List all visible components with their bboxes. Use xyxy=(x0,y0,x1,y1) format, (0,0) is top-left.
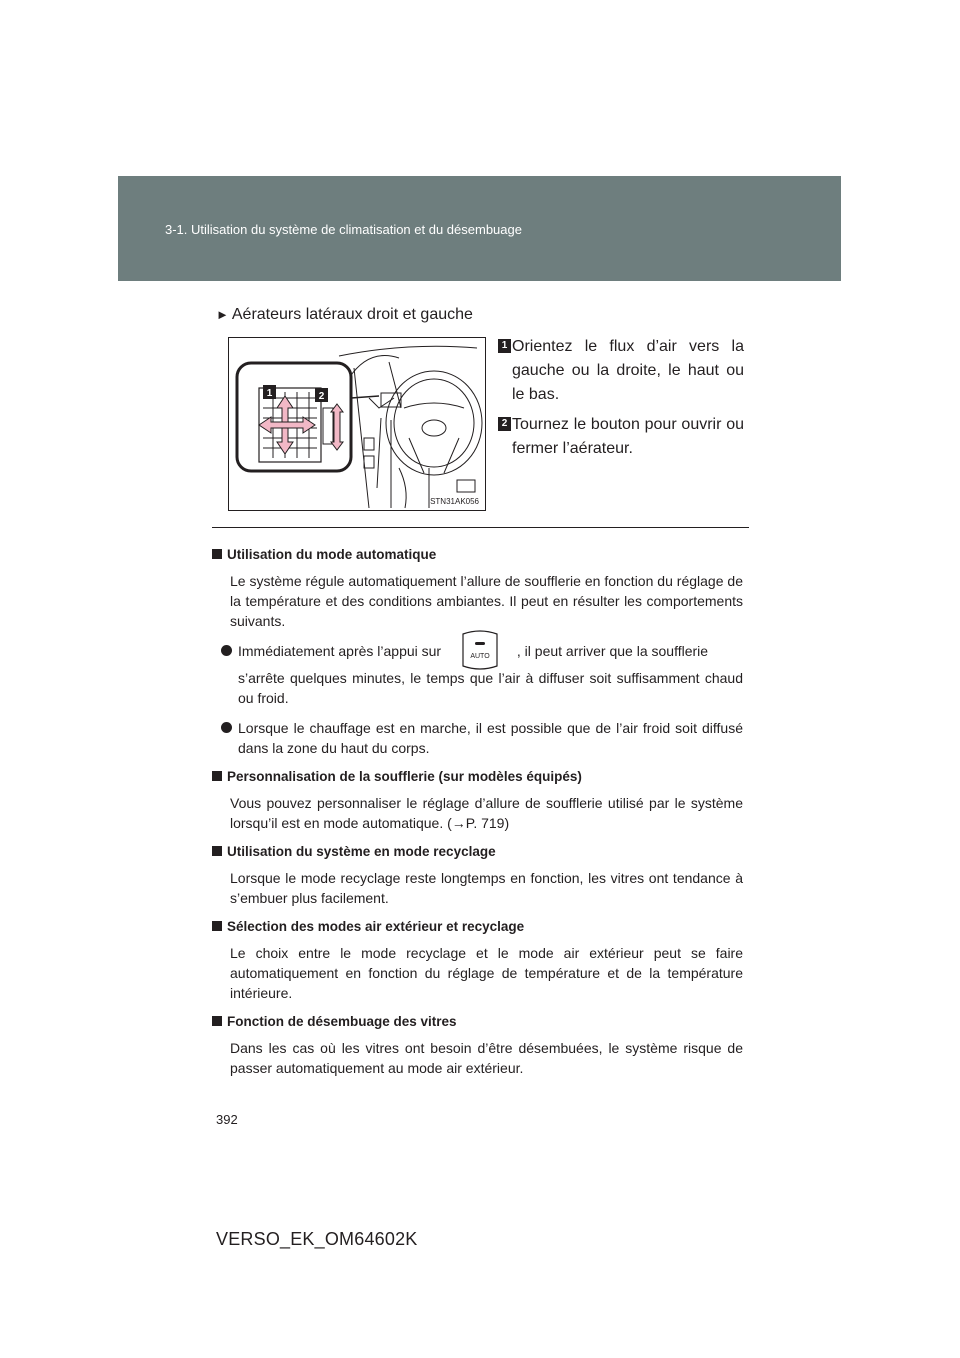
note-body: Le choix entre le mode recyclage et le mode air extérieur peut se faire automatiquement en fonction du réglage de température et de la température intérieure. xyxy=(230,945,743,1002)
note-body: Dans les cas où les vitres ont besoin d’être désembuées, le système risque de passer automatiquement au mode air extérieur. xyxy=(230,1040,743,1077)
subsection-heading xyxy=(216,306,473,324)
step-number-badge: 2 xyxy=(498,417,511,431)
note-title: Utilisation du mode automatique xyxy=(212,546,743,564)
bullet-text-after: , il peut arriver que la soufflerie xyxy=(516,643,709,659)
triangle-marker-icon: ► xyxy=(216,307,229,322)
section-title: 3-1. Utilisation du système de climatisation et du désembuage xyxy=(165,222,522,237)
step-text: Orientez le flux d’air vers la gauche ou la droite, le haut ou le bas. xyxy=(512,338,744,403)
round-bullet-icon xyxy=(221,645,232,656)
step-item xyxy=(500,335,744,407)
step-text: Tournez le bouton pour ouvrir ou fermer l’aérateur. xyxy=(512,416,744,457)
bullet-item: Lorsque le chauffage est en marche, il est possible que de l’air froid soit diffusé dans la zone du haut du corps. xyxy=(238,718,743,758)
callout-2: 2 xyxy=(318,391,325,402)
notes-section xyxy=(212,546,743,1088)
svg-text:AUTO: AUTO xyxy=(470,653,490,661)
step-list xyxy=(500,335,744,467)
note-title: Utilisation du système en mode recyclage xyxy=(212,843,743,861)
square-bullet-icon xyxy=(212,1016,222,1026)
square-bullet-icon xyxy=(212,549,222,559)
footer-code: VERSO_EK_OM64602K xyxy=(216,1229,418,1249)
note-body: Vous pouvez personnaliser le réglage d’allure de soufflerie utilisé par le système lorsqu’il est en mode automatique. (→P. 719) xyxy=(230,795,743,832)
figure-code: STN31AK056 xyxy=(430,497,479,506)
step-item xyxy=(500,413,744,461)
square-bullet-icon xyxy=(212,846,222,856)
section-divider xyxy=(212,527,749,528)
dashboard-vent-drawing xyxy=(229,338,485,510)
note-title: Sélection des modes air extérieur et recyclage xyxy=(212,918,743,936)
note-body: Le système régule automatiquement l’allure de soufflerie en fonction du réglage de la température et des conditions ambiantes. Il peut en résulter les comportements suivants. xyxy=(230,573,743,629)
bullet-item xyxy=(238,641,743,708)
bullet-text-cont: s’arrête quelques minutes, le temps que l’air à diffuser soit suffisamment chaud ou froid. xyxy=(238,670,743,707)
step-number-badge: 1 xyxy=(498,339,511,353)
bullet-text-before: Immédiatement après l’appui sur xyxy=(238,643,442,659)
page-number: 392 xyxy=(216,1112,238,1127)
note-title: Fonction de désembuage des vitres xyxy=(212,1013,743,1031)
square-bullet-icon xyxy=(212,771,222,781)
note-body: Lorsque le mode recyclage reste longtemps en fonction, les vitres ont tendance à s’embuer plus facilement. xyxy=(230,870,743,907)
round-bullet-icon xyxy=(221,722,232,733)
vent-illustration xyxy=(228,337,486,511)
square-bullet-icon xyxy=(212,921,222,931)
note-title: Personnalisation de la soufflerie (sur modèles équipés) xyxy=(212,768,743,786)
callout-1: 1 xyxy=(266,388,273,399)
header-band xyxy=(118,176,841,281)
subsection-title: Aérateurs latéraux droit et gauche xyxy=(231,306,473,323)
